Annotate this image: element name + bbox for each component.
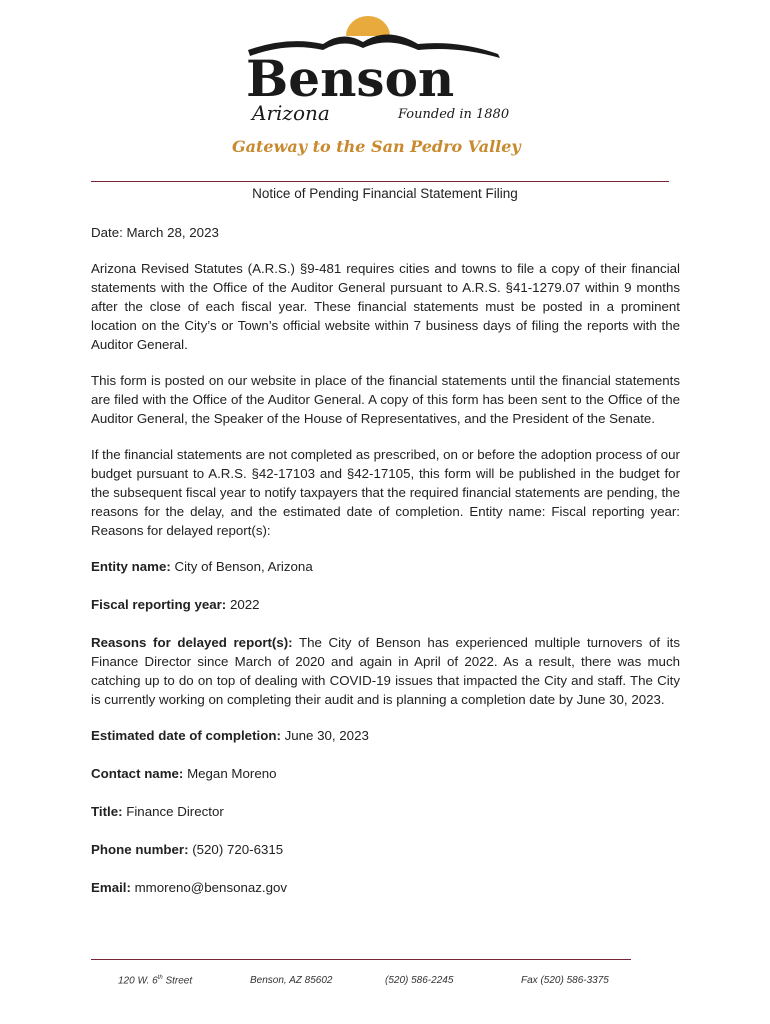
city-logo: [228, 14, 538, 164]
logo-city-name: Benson: [246, 49, 455, 108]
footer: [0, 975, 770, 991]
footer-divider: [91, 959, 631, 960]
footer-fax: Fax (520) 586-3375: [521, 975, 609, 986]
paragraph-budget: If the financial statements are not completed as prescribed, on or before the adoption process of our budget pursuant to A.R.S. §42-17103 and §42-17105, this form will be published in the budget for the subsequent fiscal year to notify taxpayers that the required financial statements are pending, the reasons for the delay, and the estimated date of completion. Entity name: Fiscal reporting year: Reasons for delayed report(s):: [91, 447, 680, 538]
contact-name-value: Megan Moreno: [187, 766, 277, 781]
title-label: Title:: [91, 804, 123, 819]
fiscal-year-label: Fiscal reporting year:: [91, 597, 227, 612]
phone-value: (520) 720-6315: [192, 842, 284, 857]
completion-date-label: Estimated date of completion:: [91, 728, 281, 743]
entity-name-field: [91, 557, 680, 576]
footer-address-street: Street: [162, 975, 193, 987]
email-field: [91, 878, 680, 897]
logo-tagline: Gateway to the San Pedro Valley: [232, 137, 521, 156]
paragraph-posting: This form is posted on our website in place of the financial statements until the financial statements are filed with the Office of the Auditor General. A copy of this form has been sent to the Office of the Auditor General, the Speaker of the House of Representatives, and the President of the Senate.: [91, 373, 680, 426]
logo-state-name: Arizona: [252, 101, 330, 125]
email-label: Email:: [91, 880, 131, 895]
sun-icon: [346, 16, 390, 36]
document-title: Notice of Pending Financial Statement Filing: [252, 186, 518, 201]
phone-field: [91, 840, 680, 859]
footer-city: Benson, AZ 85602: [250, 975, 333, 986]
paragraph-statute: Arizona Revised Statutes (A.R.S.) §9-481 requires cities and towns to file a copy of their financial statements with the Office of the Auditor General pursuant to A.R.S. §41-1279.07 within 9 months after the close of each fiscal year. These financial statements must be posted in a prominent location on the City’s or Town’s official website within 7 business days of filing the reports with the Auditor General.: [91, 261, 680, 352]
title-value: Finance Director: [126, 804, 224, 819]
footer-address-number: 120 W. 6: [118, 975, 158, 987]
contact-name-label: Contact name:: [91, 766, 184, 781]
logo-founded-text: Founded in 1880: [398, 107, 510, 122]
reasons-label: Reasons for delayed report(s):: [91, 635, 293, 650]
footer-address-suffix: th: [157, 975, 163, 981]
entity-name-value: City of Benson, Arizona: [174, 559, 313, 574]
contact-name-field: [91, 764, 680, 783]
header-divider: [91, 181, 669, 182]
footer-address: [118, 975, 192, 986]
completion-date-field: [91, 726, 680, 745]
phone-label: Phone number:: [91, 842, 189, 857]
fiscal-year-field: [91, 595, 680, 614]
fiscal-year-value: 2022: [229, 597, 260, 612]
email-value: mmoreno@bensonaz.gov: [134, 880, 288, 895]
completion-date-value: June 30, 2023: [284, 728, 369, 743]
entity-name-label: Entity name:: [91, 559, 171, 574]
document-body: [91, 223, 680, 916]
footer-phone: (520) 586-2245: [385, 975, 454, 986]
notice-date: Date: March 28, 2023: [91, 225, 219, 240]
reasons-value: The City of Benson has experienced multiple turnovers of its Finance Director since March of 2020 and again in April of 2022. As a result, there was much catching up to do on top of dealing with COVID-19 issues that impacted the City and staff. The City is currently working on completing their audit and is planning a completion date by June 30, 2023.: [91, 635, 680, 707]
title-field: [91, 802, 680, 821]
benson-logo-graphic: [228, 14, 538, 164]
reasons-field: [91, 633, 680, 709]
